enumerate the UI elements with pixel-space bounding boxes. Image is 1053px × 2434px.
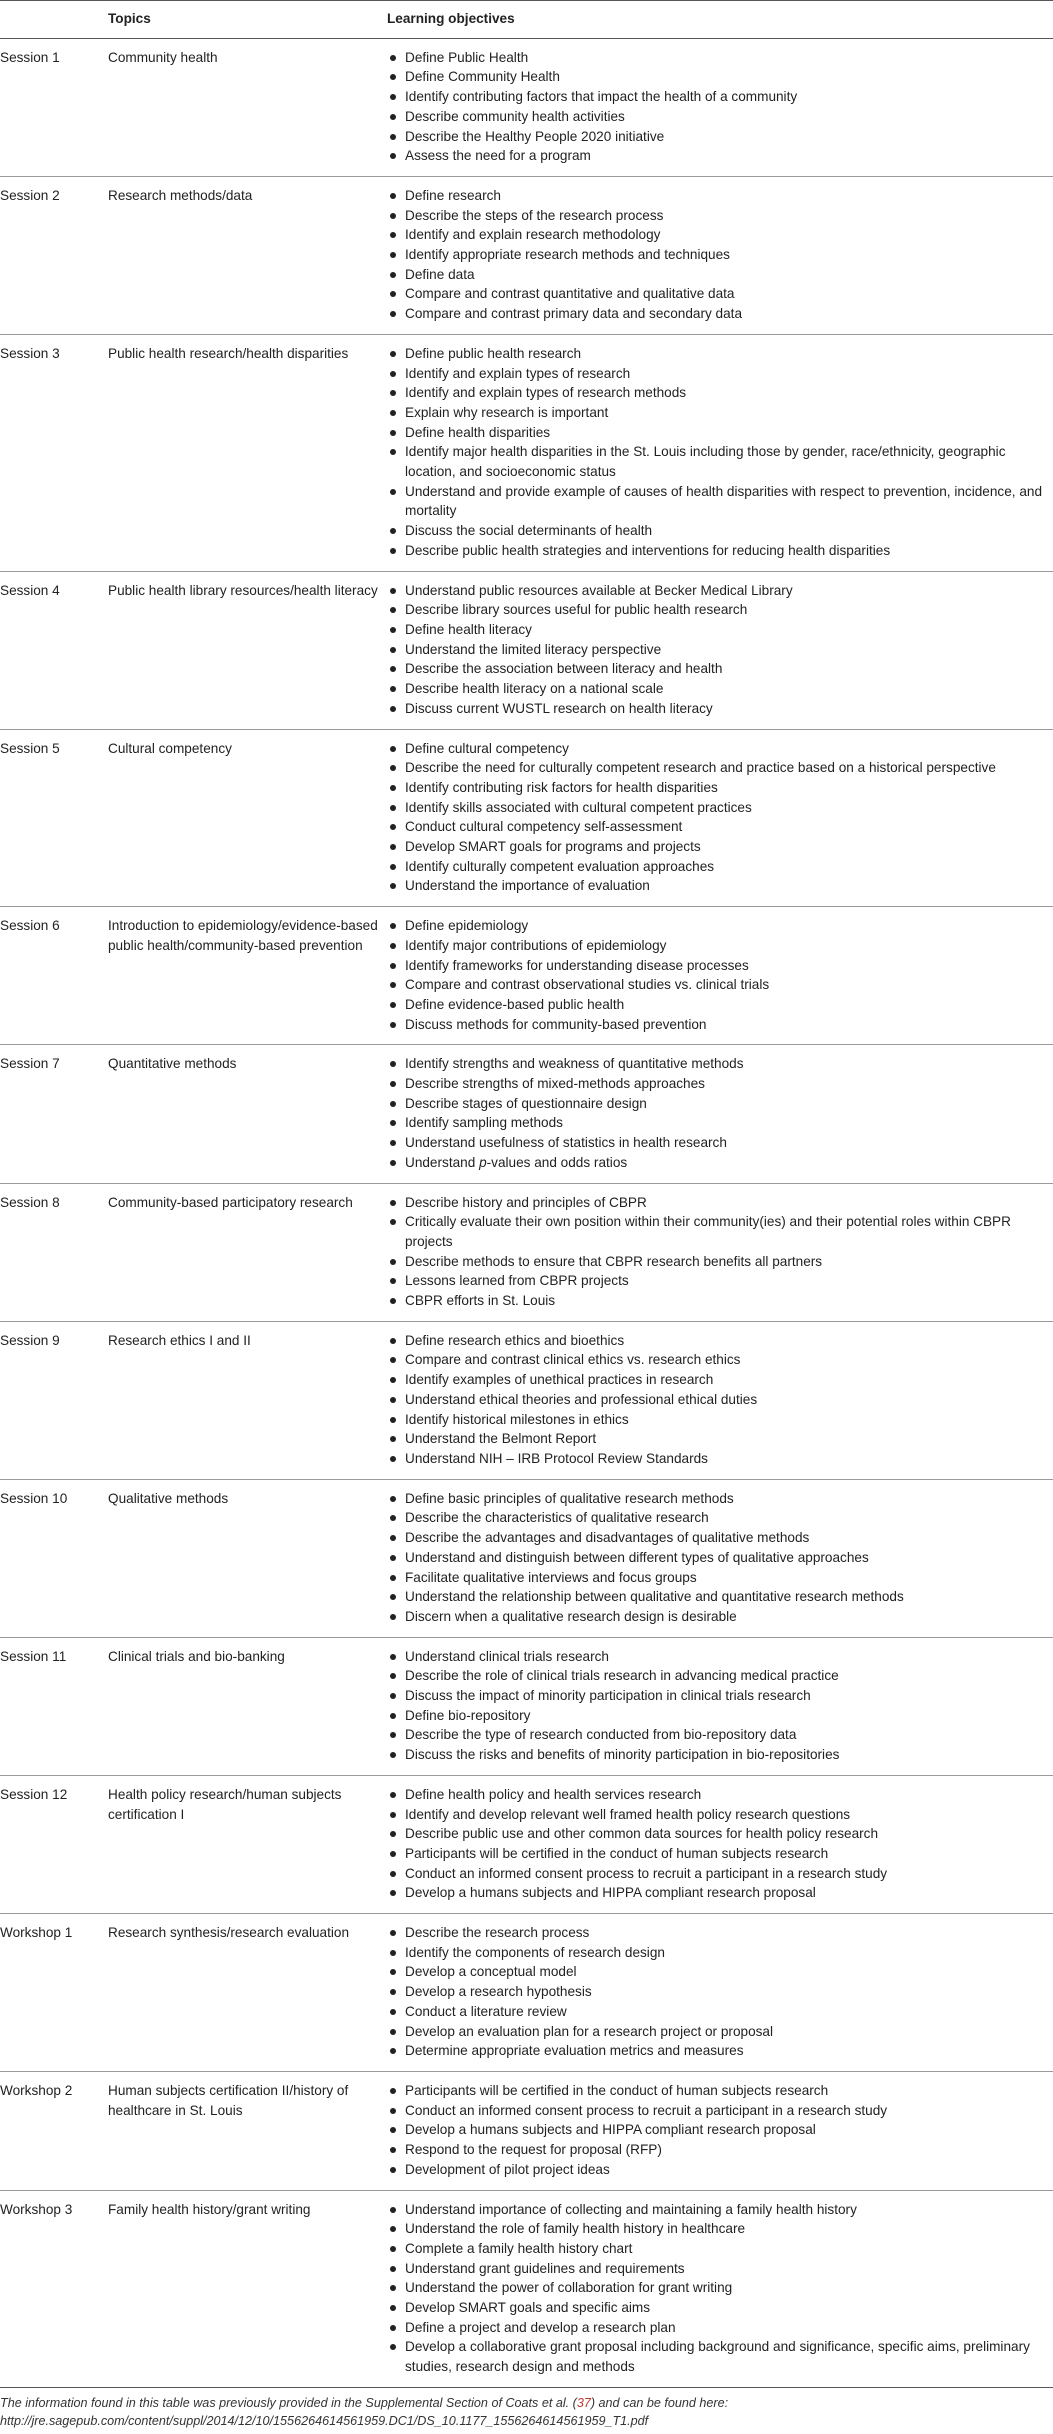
objective-item: Develop SMART goals for programs and projects	[387, 837, 1047, 857]
objective-item: Describe the advantages and disadvantages of qualitative methods	[387, 1528, 1047, 1548]
objective-item: Identify contributing factors that impact the health of a community	[387, 87, 1047, 107]
objective-item: Conduct cultural competency self-assessment	[387, 817, 1047, 837]
objective-item: Describe strengths of mixed-methods approaches	[387, 1074, 1047, 1094]
objective-item: Define evidence-based public health	[387, 995, 1047, 1015]
objectives-cell	[387, 1045, 1053, 1183]
header-topics: Topics	[108, 1, 387, 39]
objectives-list	[387, 916, 1047, 1034]
objectives-cell	[387, 1479, 1053, 1637]
objective-item: Identify appropriate research methods and techniques	[387, 245, 1047, 265]
objective-item: Understand NIH – IRB Protocol Review Standards	[387, 1449, 1047, 1469]
objective-item: Identify and explain types of research	[387, 364, 1047, 384]
objective-item: Define cultural competency	[387, 739, 1047, 759]
session-label: Session 1	[0, 38, 108, 176]
objective-item: Identify major health disparities in the St. Louis including those by gender, race/ethnicity, geographic location, and socioeconomic status	[387, 442, 1047, 481]
objectives-cell	[387, 1775, 1053, 1913]
objective-item: Describe the research process	[387, 1923, 1047, 1943]
objectives-cell	[387, 729, 1053, 907]
objective-item: Identify historical milestones in ethics	[387, 1410, 1047, 1430]
objectives-list	[387, 1489, 1047, 1627]
session-label: Session 2	[0, 176, 108, 334]
objective-item: Understand the role of family health history in healthcare	[387, 2219, 1047, 2239]
table-row	[0, 176, 1053, 334]
table-row	[0, 1637, 1053, 1775]
objective-item: Describe the association between literacy and health	[387, 659, 1047, 679]
objective-item: Describe community health activities	[387, 107, 1047, 127]
objectives-cell	[387, 1183, 1053, 1321]
objective-item: Define research ethics and bioethics	[387, 1331, 1047, 1351]
objectives-cell	[387, 334, 1053, 571]
objectives-list	[387, 48, 1047, 166]
objectives-cell	[387, 176, 1053, 334]
table-header-row	[0, 1, 1053, 39]
objective-item: Define health disparities	[387, 423, 1047, 443]
objective-item: Understand the relationship between qualitative and quantitative research methods	[387, 1587, 1047, 1607]
objectives-cell	[387, 907, 1053, 1045]
objective-item: Define research	[387, 186, 1047, 206]
objective-item: Identify sampling methods	[387, 1113, 1047, 1133]
objective-item: Discern when a qualitative research design is desirable	[387, 1607, 1047, 1627]
objective-item: Compare and contrast observational studies vs. clinical trials	[387, 975, 1047, 995]
objective-item: CBPR efforts in St. Louis	[387, 1291, 1047, 1311]
objective-item: Respond to the request for proposal (RFP)	[387, 2140, 1047, 2160]
objective-item: Understand usefulness of statistics in health research	[387, 1133, 1047, 1153]
objective-item: Discuss the impact of minority participation in clinical trials research	[387, 1686, 1047, 1706]
objective-item: Conduct an informed consent process to recruit a participant in a research study	[387, 1864, 1047, 1884]
table-body	[0, 38, 1053, 2387]
objective-item: Understand grant guidelines and requirements	[387, 2259, 1047, 2279]
topic-label: Qualitative methods	[108, 1479, 387, 1637]
table-row	[0, 1321, 1053, 1479]
objective-item: Develop SMART goals and specific aims	[387, 2298, 1047, 2318]
topic-label: Research methods/data	[108, 176, 387, 334]
table-row	[0, 907, 1053, 1045]
objective-item: Understand the Belmont Report	[387, 1429, 1047, 1449]
objective-item: Discuss the risks and benefits of minority participation in bio-repositories	[387, 1745, 1047, 1765]
objective-item: Develop a humans subjects and HIPPA compliant research proposal	[387, 2120, 1047, 2140]
objective-item: Develop a research hypothesis	[387, 1982, 1047, 2002]
topic-label: Clinical trials and bio-banking	[108, 1637, 387, 1775]
session-label: Workshop 2	[0, 2071, 108, 2190]
objectives-list	[387, 1193, 1047, 1311]
objective-item: Understand the power of collaboration for grant writing	[387, 2278, 1047, 2298]
objectives-list	[387, 344, 1047, 561]
objective-item: Complete a family health history chart	[387, 2239, 1047, 2259]
objective-item: Identify major contributions of epidemiology	[387, 936, 1047, 956]
session-label: Session 8	[0, 1183, 108, 1321]
objective-item: Define health literacy	[387, 620, 1047, 640]
objective-item: Understand importance of collecting and maintaining a family health history	[387, 2200, 1047, 2220]
objective-item: Identify and explain research methodology	[387, 225, 1047, 245]
objectives-list	[387, 186, 1047, 324]
topic-label: Research ethics I and II	[108, 1321, 387, 1479]
objective-item: Facilitate qualitative interviews and focus groups	[387, 1568, 1047, 1588]
objective-item: Describe the characteristics of qualitative research	[387, 1508, 1047, 1528]
table-row	[0, 1479, 1053, 1637]
objective-item: Develop a conceptual model	[387, 1962, 1047, 1982]
objective-item: Understand ethical theories and professional ethical duties	[387, 1390, 1047, 1410]
objective-item: Identify and explain types of research methods	[387, 383, 1047, 403]
objective-item: Understand public resources available at Becker Medical Library	[387, 581, 1047, 601]
session-label: Workshop 3	[0, 2190, 108, 2387]
table-row	[0, 571, 1053, 729]
table-row	[0, 1775, 1053, 1913]
objective-item: Define health policy and health services research	[387, 1785, 1047, 1805]
objectives-cell	[387, 1637, 1053, 1775]
header-objectives: Learning objectives	[387, 1, 1053, 39]
objectives-list	[387, 1785, 1047, 1903]
objective-item: Explain why research is important	[387, 403, 1047, 423]
objective-item: Define bio-repository	[387, 1706, 1047, 1726]
topic-label: Cultural competency	[108, 729, 387, 907]
session-label: Session 12	[0, 1775, 108, 1913]
objective-item: Describe the type of research conducted from bio-repository data	[387, 1725, 1047, 1745]
session-label: Session 6	[0, 907, 108, 1045]
session-label: Session 7	[0, 1045, 108, 1183]
objective-item: Understand and provide example of causes of health disparities with respect to prevention, incidence, and mortality	[387, 482, 1047, 521]
objective-item: Conduct an informed consent process to recruit a participant in a research study	[387, 2101, 1047, 2121]
objective-item: Identify the components of research design	[387, 1943, 1047, 1963]
objective-item: Discuss methods for community-based prevention	[387, 1015, 1047, 1035]
topic-label: Family health history/grant writing	[108, 2190, 387, 2387]
objective-item: Define a project and develop a research plan	[387, 2318, 1047, 2338]
objective-item: Identify contributing risk factors for health disparities	[387, 778, 1047, 798]
table-row	[0, 1183, 1053, 1321]
objective-item: Define data	[387, 265, 1047, 285]
objectives-cell	[387, 1321, 1053, 1479]
topic-label: Introduction to epidemiology/evidence-based public health/community-based prevention	[108, 907, 387, 1045]
objective-item: Describe stages of questionnaire design	[387, 1094, 1047, 1114]
objective-item: Participants will be certified in the conduct of human subjects research	[387, 1844, 1047, 1864]
objective-item: Describe health literacy on a national scale	[387, 679, 1047, 699]
topic-label: Community health	[108, 38, 387, 176]
objective-item: Identify examples of unethical practices in research	[387, 1370, 1047, 1390]
objective-item: Critically evaluate their own position within their community(ies) and their potential roles within CBPR projects	[387, 1212, 1047, 1251]
table-row	[0, 729, 1053, 907]
table-footnote	[0, 2388, 1053, 2430]
objective-item: Describe history and principles of CBPR	[387, 1193, 1047, 1213]
table-row	[0, 334, 1053, 571]
footnote-reference[interactable]: 37	[576, 2395, 591, 2410]
objective-item: Conduct a literature review	[387, 2002, 1047, 2022]
objectives-cell	[387, 2190, 1053, 2387]
objective-item: Participants will be certified in the conduct of human subjects research	[387, 2081, 1047, 2101]
objectives-cell	[387, 2071, 1053, 2190]
session-label: Session 3	[0, 334, 108, 571]
objectives-cell	[387, 38, 1053, 176]
objectives-list	[387, 1923, 1047, 2061]
objectives-list	[387, 1647, 1047, 1765]
topic-label: Health policy research/human subjects certification I	[108, 1775, 387, 1913]
objectives-cell	[387, 1914, 1053, 2072]
objective-item: Identify strengths and weakness of quantitative methods	[387, 1054, 1047, 1074]
objective-item: Discuss current WUSTL research on health literacy	[387, 699, 1047, 719]
table-row	[0, 1045, 1053, 1183]
table-row	[0, 1914, 1053, 2072]
objective-item: Define Public Health	[387, 48, 1047, 68]
objective-item: Describe public use and other common data sources for health policy research	[387, 1824, 1047, 1844]
topic-label: Research synthesis/research evaluation	[108, 1914, 387, 2072]
objective-item: Identify skills associated with cultural competent practices	[387, 798, 1047, 818]
objectives-list	[387, 581, 1047, 719]
objectives-list	[387, 2081, 1047, 2180]
objective-item: Describe the role of clinical trials research in advancing medical practice	[387, 1666, 1047, 1686]
objective-item: Understand clinical trials research	[387, 1647, 1047, 1667]
objective-item: Compare and contrast quantitative and qualitative data	[387, 284, 1047, 304]
objective-item: Compare and contrast clinical ethics vs. research ethics	[387, 1350, 1047, 1370]
footnote-text-after: ) and can be found here: http://jre.sagepub.com/content/suppl/2014/12/10/1556264614561959.DC1/DS_10.1177_1556264614561959_T1.pdf	[0, 2395, 729, 2428]
objective-item: Determine appropriate evaluation metrics and measures	[387, 2041, 1047, 2061]
objective-item: Describe the need for culturally competent research and practice based on a historical perspective	[387, 758, 1047, 778]
objective-item: Define epidemiology	[387, 916, 1047, 936]
session-label: Workshop 1	[0, 1914, 108, 2072]
objective-item: Identify culturally competent evaluation approaches	[387, 857, 1047, 877]
session-label: Session 5	[0, 729, 108, 907]
objective-item: Understand and distinguish between different types of qualitative approaches	[387, 1548, 1047, 1568]
objective-item: Discuss the social determinants of health	[387, 521, 1047, 541]
objective-item: Describe the steps of the research process	[387, 206, 1047, 226]
header-session	[0, 1, 108, 39]
objective-item: Define Community Health	[387, 67, 1047, 87]
objectives-list	[387, 2200, 1047, 2377]
objectives-list	[387, 1054, 1047, 1172]
objective-item: Describe methods to ensure that CBPR research benefits all partners	[387, 1252, 1047, 1272]
objective-item: Define basic principles of qualitative research methods	[387, 1489, 1047, 1509]
objectives-cell	[387, 571, 1053, 729]
topic-label: Human subjects certification II/history of healthcare in St. Louis	[108, 2071, 387, 2190]
table-row	[0, 2071, 1053, 2190]
objective-item: Identify frameworks for understanding disease processes	[387, 956, 1047, 976]
objective-item: Develop a humans subjects and HIPPA compliant research proposal	[387, 1883, 1047, 1903]
objective-item: Describe public health strategies and interventions for reducing health disparities	[387, 541, 1047, 561]
topic-label: Public health research/health disparities	[108, 334, 387, 571]
objective-item: Describe library sources useful for public health research	[387, 600, 1047, 620]
objectives-list	[387, 739, 1047, 897]
objectives-list	[387, 1331, 1047, 1469]
objective-item: Develop an evaluation plan for a research project or proposal	[387, 2022, 1047, 2042]
objective-item: Understand the limited literacy perspective	[387, 640, 1047, 660]
objective-item: Understand the importance of evaluation	[387, 876, 1047, 896]
session-label: Session 11	[0, 1637, 108, 1775]
topic-label: Community-based participatory research	[108, 1183, 387, 1321]
topic-label: Quantitative methods	[108, 1045, 387, 1183]
objective-item: Describe the Healthy People 2020 initiative	[387, 127, 1047, 147]
session-label: Session 10	[0, 1479, 108, 1637]
table-row	[0, 38, 1053, 176]
objective-item: Lessons learned from CBPR projects	[387, 1271, 1047, 1291]
table-row	[0, 2190, 1053, 2387]
objective-item: Compare and contrast primary data and secondary data	[387, 304, 1047, 324]
footnote-text-before: The information found in this table was previously provided in the Supplemental Section of Coats et al. (	[0, 2395, 577, 2410]
objective-item: Define public health research	[387, 344, 1047, 364]
objective-item: Identify and develop relevant well framed health policy research questions	[387, 1805, 1047, 1825]
objective-item: Understand p-values and odds ratios	[387, 1153, 1047, 1173]
topic-label: Public health library resources/health literacy	[108, 571, 387, 729]
objective-item: Development of pilot project ideas	[387, 2160, 1047, 2180]
session-label: Session 9	[0, 1321, 108, 1479]
session-label: Session 4	[0, 571, 108, 729]
objective-item: Develop a collaborative grant proposal including background and significance, specific aims, preliminary studies, research design and methods	[387, 2337, 1047, 2376]
objective-item: Assess the need for a program	[387, 146, 1047, 166]
